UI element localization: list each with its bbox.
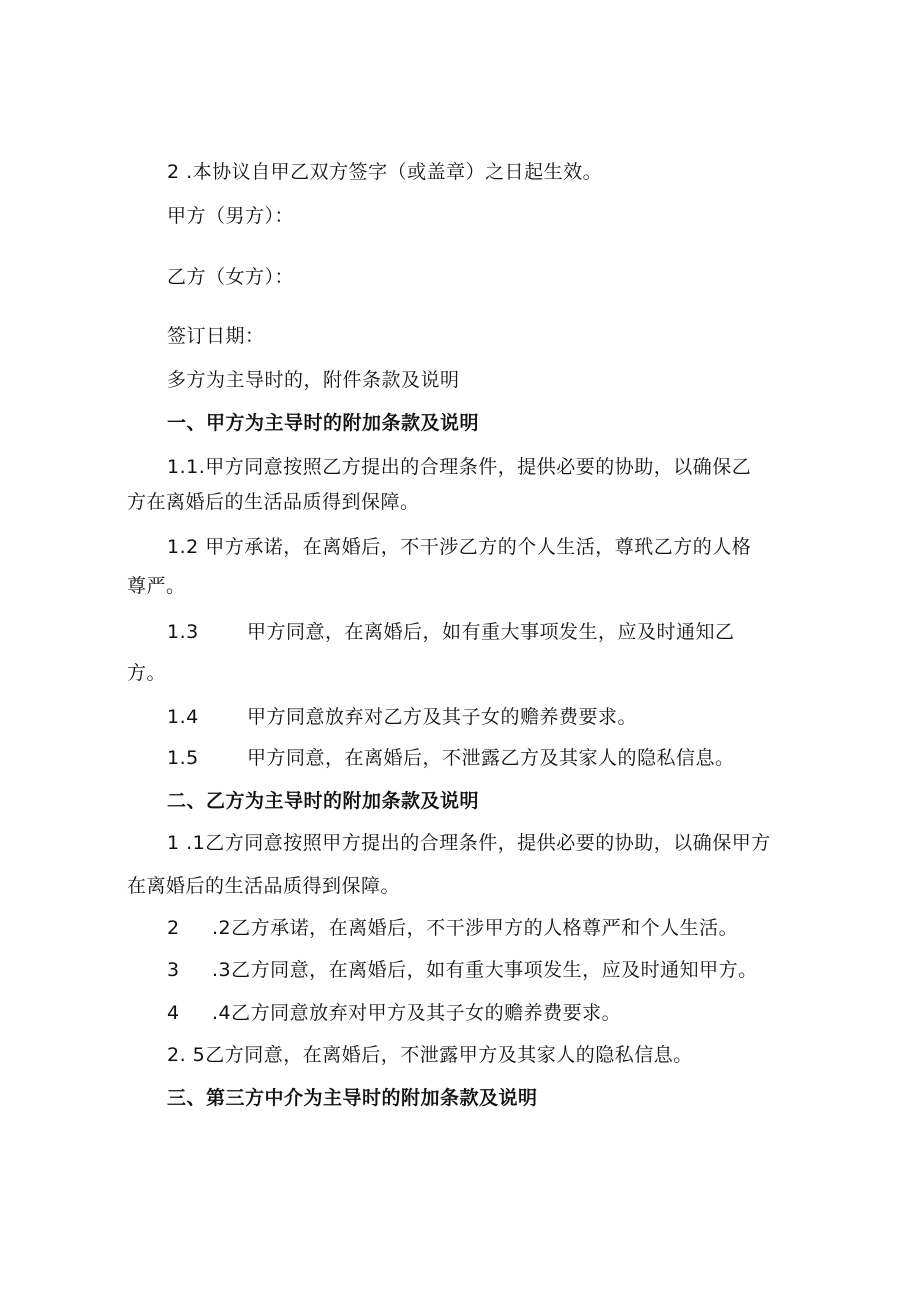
section1-item3-number: 1.3 [167,621,199,643]
sign-date-line: 签订日期： [167,325,265,347]
section1-item5-number: 1.5 [167,747,199,769]
party-a-signature-line: 甲方（男方）： [167,205,295,227]
section2-item1-line1: 1 .1乙方同意按照甲方提出的合理条件，提供必要的协助，以确保甲方 [167,832,771,854]
section1-item3-line1: 甲方同意，在离婚后，如有重大事项发生，应及时通知乙 [247,621,735,643]
section3-heading: 三、第三方中介为主导时的附加条款及说明 [167,1087,538,1109]
section2-heading: 二、乙方为主导时的附加条款及说明 [167,790,480,812]
section2-item4-number: 4 [167,1002,180,1024]
section2-item2-text: .2乙方承诺，在离婚后，不干涉甲方的人格尊严和个人生活。 [212,917,739,939]
section2-item3-number: 3 [167,959,180,981]
section2-item1-line2: 在离婚后的生活品质得到保障。 [127,875,401,897]
section1-item3-line2: 方。 [127,662,167,684]
section1-item4-number: 1.4 [167,706,199,728]
section2-item3-text: .3乙方同意，在离婚后，如有重大事项发生，应及时通知甲方。 [212,959,758,981]
section1-item2-line2: 尊严。 [127,575,186,597]
effect-clause: 2 .本协议自甲乙双方签字（或盖章）之日起生效。 [167,161,603,183]
section2-item5-text: 2. 5乙方同意，在离婚后，不泄露甲方及其家人的隐私信息。 [167,1044,693,1066]
section2-item2-number: 2 [167,917,180,939]
section1-item2-line1: 1.2 甲方承诺，在离婚后，不干涉乙方的个人生活，尊玳乙方的人格 [167,536,752,558]
party-b-signature-line: 乙方（女方）： [167,266,295,288]
intro-line: 多方为主导时的，附件条款及说明 [167,369,460,391]
section1-item1-line2: 方在离婚后的生活品质得到保障。 [127,491,420,513]
section1-item1-line1: 1.1.甲方同意按照乙方提出的合理条件，提供必要的协助，以确保乙 [167,456,752,478]
section2-item4-text: .4乙方同意放弃对甲方及其子女的赡养费要求。 [212,1002,622,1024]
section1-item5-text: 甲方同意，在离婚后，不泄露乙方及其家人的隐私信息。 [247,747,735,769]
section1-item4-text: 甲方同意放弃对乙方及其子女的赡养费要求。 [247,706,638,728]
section1-heading: 一、甲方为主导时的附加条款及说明 [167,412,480,434]
